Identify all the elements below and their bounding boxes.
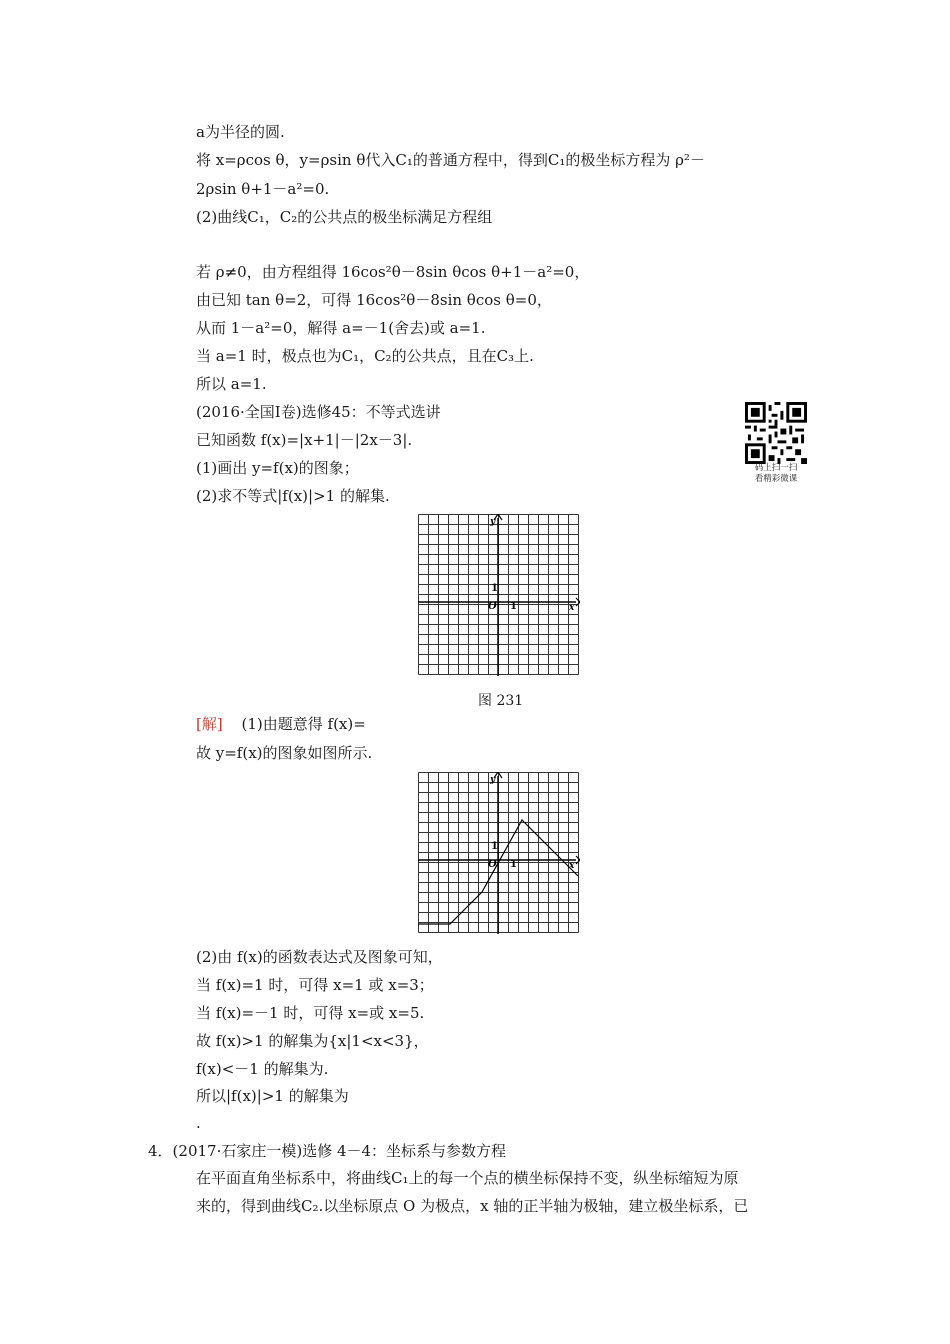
origin-label: O — [488, 601, 497, 612]
coordinate-grid-empty — [418, 514, 580, 676]
qr-caption — [741, 463, 811, 485]
text-line: 已知函数 f(x)=|x+1|－|2x－3|. — [196, 431, 413, 449]
text-line: 故 f(x)>1 的解集为{x|1<x<3}， — [196, 1032, 429, 1050]
text-line: a为半径的圆. — [196, 123, 285, 141]
text-line: 若 ρ≠0，由方程组得 16cos²θ－8sin θcos θ+1－a²=0， — [196, 263, 590, 281]
text-line: 从而 1－a²=0，解得 a=－1(舍去)或 a=1. — [196, 319, 486, 337]
qr-caption-line: 码上扫一扫 — [754, 463, 798, 473]
text-line: (1)由题意得 f(x)= — [241, 715, 366, 733]
text-line: . — [196, 1114, 201, 1132]
function-graph — [418, 772, 580, 934]
text-line: 当 f(x)=1 时，可得 x=1 或 x=3； — [196, 976, 434, 994]
origin-label: O — [488, 859, 497, 870]
x-axis-label: x — [569, 603, 575, 613]
text-line: 4．(2017·石家庄一模)选修 4－4：坐标系与参数方程 — [148, 1142, 507, 1160]
text-line: (2)求不等式|f(x)|>1 的解集. — [196, 487, 390, 505]
x-axis-label: x — [569, 861, 575, 871]
text-line: 将 x=ρcos θ，y=ρsin θ代入C₁的普通方程中，得到C₁的极坐标方程为 ρ²－ — [196, 151, 705, 169]
figure-caption: 图 231 — [478, 693, 524, 709]
text-line: (2)由 f(x)的函数表达式及图象可知， — [196, 948, 443, 966]
x-unit-label: 1 — [510, 859, 517, 870]
text-line: 来的，得到曲线C₂.以坐标原点 O 为极点，x 轴的正半轴为极轴，建立极坐标系，已 — [196, 1197, 749, 1215]
y-unit-label: 1 — [491, 583, 498, 594]
y-axis-label: y — [490, 775, 496, 785]
x-unit-label: 1 — [510, 601, 517, 612]
text-line: 当 a=1 时，极点也为C₁，C₂的公共点，且在C₃上. — [196, 347, 534, 365]
y-axis-label: y — [490, 517, 496, 527]
text-line: (2016·全国Ⅰ卷)选修45：不等式选讲 — [196, 403, 441, 421]
text-line: 由已知 tan θ=2，可得 16cos²θ－8sin θcos θ=0， — [196, 291, 552, 309]
text-line: (2)曲线C₁，C₂的公共点的极坐标满足方程组 — [196, 208, 493, 226]
solution-line — [196, 715, 366, 733]
text-line: 故 y=f(x)的图象如图所示. — [196, 744, 373, 762]
solution-tag: [解] — [196, 715, 223, 733]
text-line: 所以 a=1. — [196, 375, 267, 393]
text-line: 所以|f(x)|>1 的解集为 — [196, 1087, 349, 1105]
text-line: 在平面直角坐标系中，将曲线C₁上的每一个点的横坐标保持不变，纵坐标缩短为原 — [196, 1169, 739, 1187]
text-line: (1)画出 y=f(x)的图象； — [196, 459, 359, 477]
qr-caption-line: 看精彩微课 — [754, 474, 798, 484]
qr-code — [745, 402, 807, 464]
text-line: 2ρsin θ+1－a²=0. — [196, 180, 330, 198]
y-unit-label: 1 — [491, 841, 498, 852]
text-line: f(x)<－1 的解集为. — [196, 1060, 329, 1078]
text-line: 当 f(x)=－1 时，可得 x=或 x=5. — [196, 1004, 425, 1022]
